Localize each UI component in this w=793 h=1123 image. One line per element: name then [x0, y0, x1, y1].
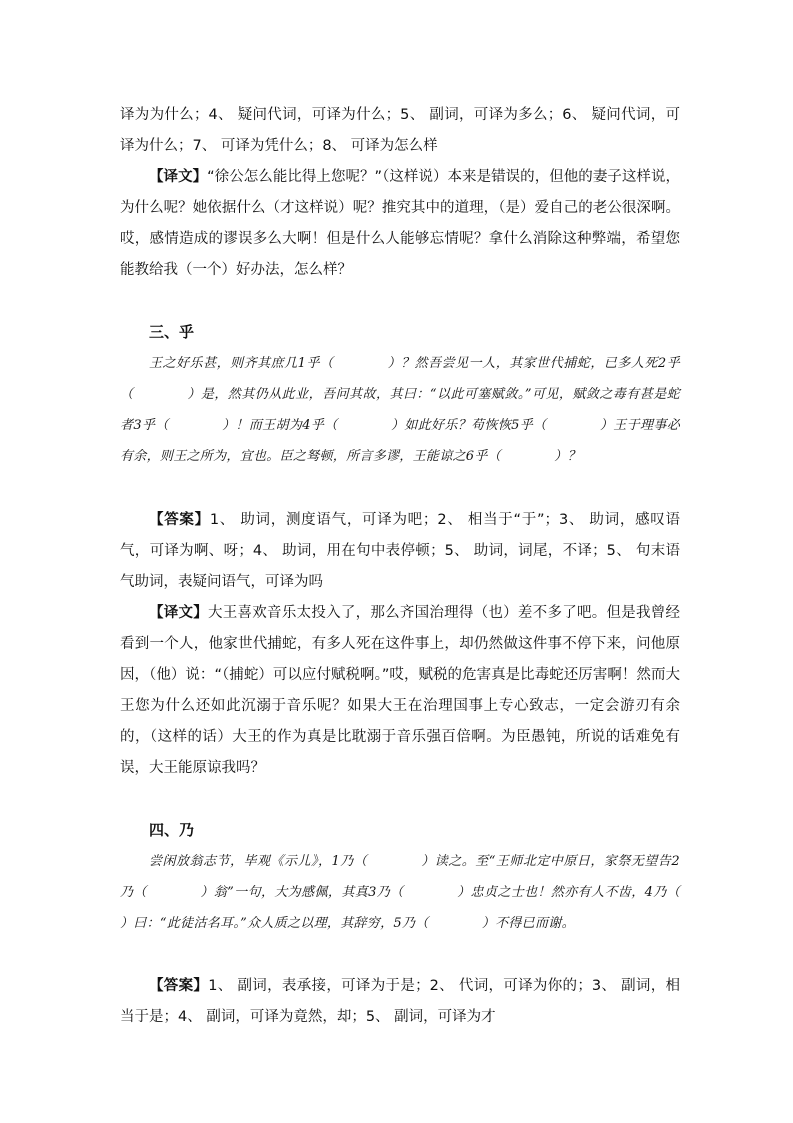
answer-continuation-paragraph	[120, 100, 680, 162]
translation-paragraph-hu	[120, 598, 680, 784]
quote-passage-nai	[120, 846, 734, 939]
answer-text-nai: 1、 副词，表承接，可译为于是；2、 代词，可译为你的；3、 副词，相当于是；4、 副词，可译为竟然，却；5、 副词，可译为才	[120, 978, 680, 1025]
answer-label-hu: 【答案】	[149, 512, 210, 528]
section-heading-nai: 四、乃	[149, 821, 195, 839]
translation-paragraph-1	[120, 162, 680, 286]
translation-label-hu: 【译文】	[149, 605, 209, 621]
quote-passage-hu	[120, 348, 680, 472]
answer-text-hu: 1、 助词，测度语气，可译为吧；2、 相当于“于”；3、 助词，感叹语气，可译为啊、呀；4、 助词，用在句中表停顿；5、 助词，词尾，不译；5、 句末语气助词，表疑问语气，可译为吗	[120, 512, 680, 590]
answer-paragraph-nai	[120, 971, 680, 1033]
answer-paragraph-hu	[120, 505, 680, 598]
section-heading-hu: 三、乎	[149, 323, 195, 341]
quote-text-nai: 尝闲放翁志节，毕观《示儿》，1乃（ ）读之。至“王师北定中原日，家祭无望告2乃（ ）翁”一句，大为感佩，其真3乃（ ）忠贞之士也！然亦有人不齿，4乃（ ）曰：“此徒沽名耳。”众人质之以理，其辞穷，5乃（ ）不得已而谢。	[120, 854, 734, 931]
quote-text-hu: 王之好乐甚，则齐其庶几1乎（ ）？然吾尝见一人，其家世代捕蛇，已多人死2乎（ ）是，然其仍从此业，吾问其故，其曰：“以此可塞赋敛。”可见，赋敛之毒有甚是蛇者3乎（ ）！而王胡为4乎（ ）如此好乐？苟恢恢5乎（ ）王于理事必有余，则王之所为，宜也。臣之驽顿，所言多谬，王能谅之6乎（ ）？	[120, 356, 680, 464]
answer-continuation-text: 译为为什么；4、 疑问代词，可译为什么；5、 副词，可译为多么；6、 疑问代词，可译为什么；7、 可译为凭什么；8、 可译为怎么样	[120, 107, 680, 154]
translation-label: 【译文】	[149, 169, 208, 185]
translation-text-hu: 大王喜欢音乐太投入了，那么齐国治理得（也）差不多了吧。但是我曾经看到一个人，他家世代捕蛇，有多人死在这件事上，却仍然做这件事不停下来，问他原因，（他）说：“（捕蛇）可以应付赋税啊。”哎，赋税的危害真是比毒蛇还厉害啊！然而大王您为什么还如此沉溺于音乐呢？如果大王在治理国事上专心致志，一定会游刃有余的，（这样的话）大王的作为真是比耽溺于音乐强百倍啊。为臣愚钝，所说的话难免有误，大王能原谅我吗？	[120, 605, 680, 776]
answer-label-nai: 【答案】	[149, 978, 209, 994]
translation-text: “徐公怎么能比得上您呢？”（这样说）本来是错误的，但他的妻子这样说，为什么呢？她依据什么（才这样说）呢？推究其中的道理，（是）爱自己的老公很深啊。哎，感情造成的谬误多么大啊！但是什么人能够忘情呢？拿什么消除这种弊端，希望您能教给我（一个）好办法，怎么样？	[120, 169, 680, 278]
